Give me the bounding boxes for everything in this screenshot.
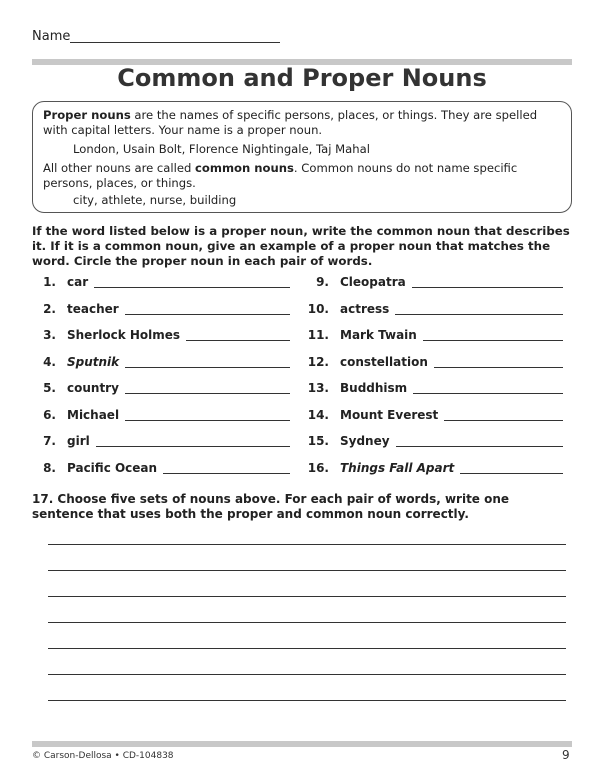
proper-text: are the names of specific persons, places, or things. They are spelled with capital letters. Your name is a proper noun. bbox=[43, 108, 538, 137]
answer-blank[interactable] bbox=[460, 473, 563, 474]
list-item bbox=[32, 381, 290, 397]
item-number: 13. bbox=[307, 381, 329, 395]
item-word: constellation bbox=[340, 354, 428, 369]
list-item bbox=[32, 302, 290, 318]
list-item bbox=[305, 355, 563, 371]
item-number: 3. bbox=[43, 328, 56, 342]
list-item bbox=[305, 408, 563, 424]
list-item bbox=[305, 275, 563, 291]
item-word: Sherlock Holmes bbox=[67, 328, 181, 342]
list-item bbox=[305, 461, 563, 477]
answer-blank[interactable] bbox=[413, 393, 563, 394]
answer-blank[interactable] bbox=[423, 340, 563, 341]
item-number: 15. bbox=[307, 434, 329, 448]
list-item bbox=[305, 328, 563, 344]
answer-blank[interactable] bbox=[125, 314, 290, 315]
sentence-line[interactable] bbox=[48, 648, 566, 649]
sentence-line[interactable] bbox=[48, 570, 566, 571]
common-text: . Common nouns do not name specific persons, places, or things. bbox=[43, 161, 518, 190]
question-17: 17. Choose five sets of nouns above. For each pair of words, write one sentence that uses both the proper and common noun correctly. bbox=[32, 492, 510, 521]
answer-blank[interactable] bbox=[125, 393, 290, 394]
answer-blank[interactable] bbox=[395, 314, 563, 315]
item-word: Buddhism bbox=[340, 381, 408, 395]
answer-blank[interactable] bbox=[186, 340, 290, 341]
list-item bbox=[305, 434, 563, 450]
item-word: actress bbox=[340, 301, 390, 316]
proper-noun-definition bbox=[43, 108, 563, 138]
list-item bbox=[32, 275, 290, 291]
sentence-line[interactable] bbox=[48, 674, 566, 675]
item-number: 1. bbox=[43, 275, 56, 289]
sentence-line[interactable] bbox=[48, 544, 566, 545]
common-prefix: All other nouns are called bbox=[43, 161, 196, 175]
item-word: Pacific Ocean bbox=[67, 460, 158, 475]
item-word: Mount Everest bbox=[340, 407, 439, 422]
list-item bbox=[32, 434, 290, 450]
answer-blank[interactable] bbox=[125, 420, 290, 421]
item-word: Michael bbox=[67, 407, 120, 422]
list-item bbox=[305, 381, 563, 397]
answer-blank[interactable] bbox=[444, 420, 563, 421]
list-item bbox=[32, 408, 290, 424]
item-number: 16. bbox=[307, 460, 329, 475]
answer-blank[interactable] bbox=[434, 367, 563, 368]
common-examples: city, athlete, nurse, building bbox=[73, 193, 237, 207]
answer-blank[interactable] bbox=[396, 446, 563, 447]
name-field[interactable] bbox=[70, 42, 280, 43]
item-number: 4. bbox=[43, 354, 56, 369]
item-number: 7. bbox=[43, 434, 56, 448]
item-word: girl bbox=[67, 434, 90, 448]
answer-blank[interactable] bbox=[96, 446, 290, 447]
item-word: Sydney bbox=[340, 434, 390, 448]
item-number: 9. bbox=[316, 275, 329, 289]
item-word: teacher bbox=[67, 301, 119, 316]
answer-blank[interactable] bbox=[163, 473, 290, 474]
sentence-line[interactable] bbox=[48, 700, 566, 701]
item-word: car bbox=[67, 275, 89, 289]
proper-examples: London, Usain Bolt, Florence Nightingale, Taj Mahal bbox=[73, 142, 370, 156]
list-item bbox=[32, 355, 290, 371]
item-word: Mark Twain bbox=[340, 328, 417, 342]
instructions: If the word listed below is a proper noun, write the common noun that describes it. If it is a common noun, give an example of a proper noun that matches the word. Circle the proper noun in each pair of words. bbox=[32, 224, 570, 268]
item-word: Sputnik bbox=[67, 354, 120, 369]
item-word: country bbox=[67, 381, 119, 395]
item-number: 5. bbox=[43, 381, 56, 395]
answer-blank[interactable] bbox=[125, 367, 290, 368]
page-number: 9 bbox=[562, 748, 570, 762]
item-number: 6. bbox=[43, 407, 56, 422]
item-number: 14. bbox=[307, 407, 329, 422]
item-word: Things Fall Apart bbox=[340, 460, 455, 475]
item-number: 12. bbox=[307, 354, 329, 369]
list-item bbox=[305, 302, 563, 318]
proper-term: Proper nouns bbox=[43, 108, 131, 122]
common-noun-definition bbox=[43, 161, 563, 191]
item-number: 11. bbox=[307, 328, 329, 342]
item-number: 10. bbox=[307, 301, 329, 316]
item-number: 8. bbox=[43, 460, 56, 475]
sentence-line[interactable] bbox=[48, 596, 566, 597]
answer-blank[interactable] bbox=[412, 287, 563, 288]
answer-blank[interactable] bbox=[94, 287, 290, 288]
copyright: © Carson-Dellosa • CD-104838 bbox=[32, 751, 174, 761]
list-item bbox=[32, 461, 290, 477]
sentence-line[interactable] bbox=[48, 622, 566, 623]
page-title: Common and Proper Nouns bbox=[117, 64, 487, 92]
item-word: Cleopatra bbox=[340, 275, 406, 289]
common-term: common nouns bbox=[195, 161, 294, 175]
list-item bbox=[32, 328, 290, 344]
item-number: 2. bbox=[43, 301, 56, 316]
bottom-divider bbox=[32, 741, 572, 747]
name-label: Name bbox=[32, 29, 71, 44]
